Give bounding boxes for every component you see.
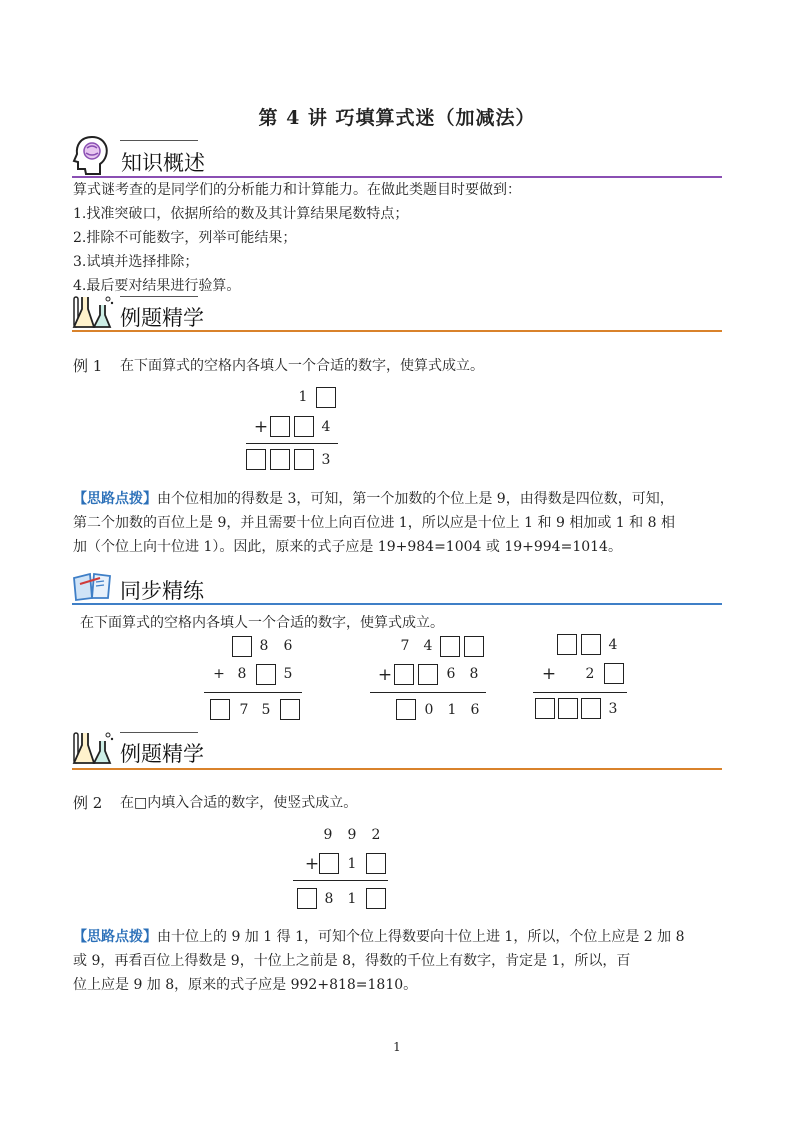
blank-box[interactable] [294, 416, 314, 437]
digit: 1 [347, 856, 357, 872]
blank-box[interactable] [246, 449, 266, 470]
blank-box[interactable] [464, 636, 484, 657]
lab-flask-icon [72, 729, 116, 767]
blank-box[interactable] [366, 853, 386, 874]
section-underline [72, 768, 722, 770]
digit: 0 [424, 702, 434, 718]
page-number: 1 [393, 1040, 401, 1054]
hint-text: 位上应是 9 加 8，原来的式子应是 992+818=1810。 [73, 977, 418, 993]
blank-box[interactable] [256, 664, 276, 685]
intro-line: 3.试填并选择排除； [73, 254, 199, 270]
hint-label: 【思路点拨】 [73, 929, 157, 945]
section-title-knowledge: 知识概述 [121, 151, 205, 175]
digit: 3 [608, 701, 618, 717]
digit: 8 [259, 638, 269, 654]
digit: 6 [446, 666, 456, 682]
blank-box[interactable] [581, 698, 601, 719]
digit: 9 [347, 827, 357, 843]
open-book-icon [72, 570, 112, 602]
intro-line: 1.找准突破口，依据所给的数及其计算结果尾数特点； [73, 206, 409, 222]
blank-box[interactable] [581, 634, 601, 655]
blank-box[interactable] [557, 634, 577, 655]
digit: 5 [261, 702, 271, 718]
digit: 1 [298, 389, 308, 405]
digit: 6 [470, 702, 480, 718]
blank-box[interactable] [270, 449, 290, 470]
blank-box[interactable] [418, 664, 438, 685]
digit: 8 [237, 666, 247, 682]
section-overline [120, 732, 198, 733]
hint-text: 由个位相加的得数是 3，可知，第一个加数的个位上是 9，由得数是四位数，可知， [157, 491, 674, 507]
sum-line [204, 692, 302, 693]
digit: 1 [447, 702, 457, 718]
sum-line [246, 443, 338, 444]
intro-line: 算式谜考查的是同学们的分析能力和计算能力。在做此类题目时要做到： [73, 182, 521, 198]
digit: 8 [469, 666, 479, 682]
digit: 7 [400, 638, 410, 654]
plus-sign: + [213, 666, 225, 682]
digit: 1 [347, 891, 357, 907]
digit: 4 [423, 638, 433, 654]
blank-box[interactable] [604, 663, 624, 684]
blank-box[interactable] [366, 888, 386, 909]
intro-line: 2.排除不可能数字，列举可能结果； [73, 230, 297, 246]
section-overline [120, 296, 198, 297]
section-title-practice: 同步精练 [120, 579, 204, 603]
digit: 2 [585, 666, 595, 682]
blank-box[interactable] [535, 698, 555, 719]
example2-hint [73, 925, 725, 997]
digit: 8 [324, 891, 334, 907]
example2-question: 在□内填入合适的数字，使竖式成立。 [120, 795, 358, 811]
blank-box[interactable] [316, 387, 336, 408]
plus-sign: + [377, 665, 393, 685]
blank-box[interactable] [210, 699, 230, 720]
sum-line [533, 692, 627, 693]
hint-text: 第二个加数的百位上是 9，并且需要十位上向百位进 1，所以应是十位上 1 和 9 相加或 1 和 8 相 [73, 515, 675, 531]
plus-sign: + [541, 664, 557, 684]
digit: 7 [239, 702, 249, 718]
page-title: 第 4 讲 巧填算式迷（加减法） [258, 107, 536, 129]
blank-box[interactable] [394, 664, 414, 685]
digit: 9 [323, 827, 333, 843]
blank-box[interactable] [440, 636, 460, 657]
blank-box[interactable] [319, 853, 339, 874]
hint-text: 加（个位上向十位进 1）。因此，原来的式子应是 19+984=1004 或 19+994=1014。 [73, 539, 622, 555]
digit: 5 [283, 666, 293, 682]
section-underline [72, 330, 722, 332]
plus-sign: + [304, 854, 320, 874]
blank-box[interactable] [270, 416, 290, 437]
example1-label: 例 1 [73, 357, 103, 375]
section-underline [72, 603, 722, 605]
practice-question: 在下面算式的空格内各填人一个合适的数字，使算式成立。 [80, 615, 444, 631]
intro-line: 4.最后要对结果进行验算。 [73, 278, 241, 294]
blank-box[interactable] [294, 449, 314, 470]
example2-label: 例 2 [73, 794, 103, 812]
section-title-example: 例题精学 [120, 742, 204, 766]
digit: 4 [608, 637, 618, 653]
section-title-example: 例题精学 [120, 306, 204, 330]
hint-label: 【思路点拨】 [73, 491, 157, 507]
digit: 3 [321, 452, 331, 468]
sum-line [370, 692, 486, 693]
brain-head-icon [72, 134, 112, 176]
blank-box[interactable] [297, 888, 317, 909]
blank-box[interactable] [396, 699, 416, 720]
hint-text: 或 9，再看百位上得数是 9，十位上之前是 8，得数的千位上有数字，肯定是 1，所以，百 [73, 953, 631, 969]
digit: 4 [321, 419, 331, 435]
intro-text [73, 178, 723, 298]
digit: 6 [283, 638, 293, 654]
plus-sign: + [253, 417, 269, 437]
hint-text: 由十位上的 9 加 1 得 1，可知个位上得数要向十位上进 1，所以，个位上应是 2 加 8 [157, 929, 685, 945]
example1-question: 在下面算式的空格内各填人一个合适的数字，使算式成立。 [120, 358, 484, 374]
blank-box[interactable] [232, 636, 252, 657]
digit: 2 [371, 827, 381, 843]
section-overline [120, 140, 198, 141]
lab-flask-icon [72, 293, 116, 331]
example1-hint [73, 487, 725, 559]
sum-line [293, 880, 388, 881]
blank-box[interactable] [558, 698, 578, 719]
blank-box[interactable] [280, 699, 300, 720]
